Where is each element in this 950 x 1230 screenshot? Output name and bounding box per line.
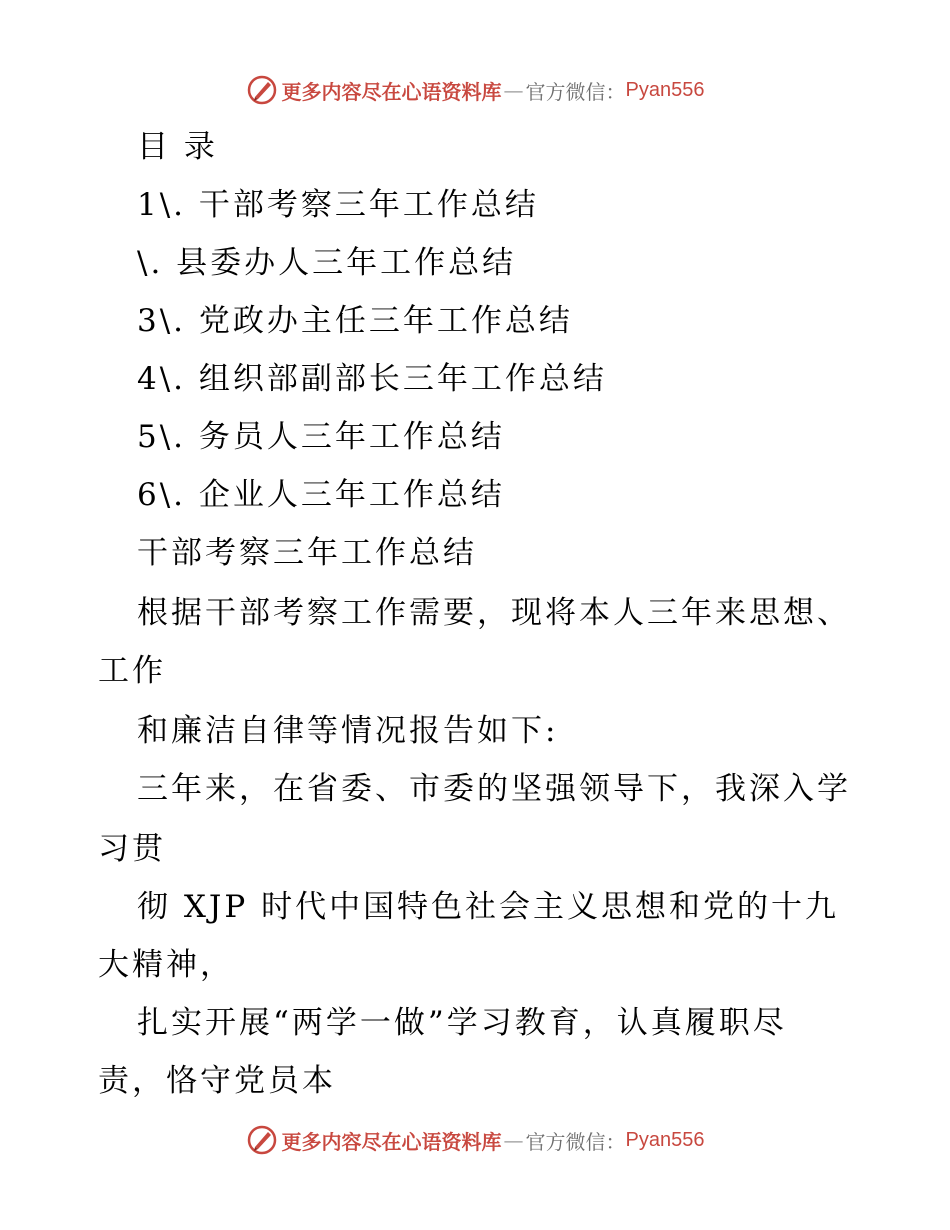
watermark-separator: — bbox=[503, 78, 524, 102]
watermark-official-label: 官方微信： bbox=[525, 79, 626, 104]
toc-item: 4\. 组织部副部长三年工作总结 bbox=[137, 361, 607, 397]
section-title: 干部考察三年工作总结 bbox=[137, 535, 477, 571]
watermark-text: 更多内容尽在心语资料库 bbox=[281, 1129, 502, 1154]
toc-item: 1\. 干部考察三年工作总结 bbox=[137, 187, 539, 223]
paragraph-line: 三年来，在省委、市委的坚强领导下，我深入学 bbox=[137, 771, 851, 807]
watermark-separator: — bbox=[503, 1128, 524, 1152]
paragraph-line: 工作 bbox=[98, 653, 166, 689]
pen-logo-icon bbox=[246, 74, 278, 106]
watermark-wechat-id: Pyan556 bbox=[625, 1128, 705, 1151]
paragraph-line: 责，恪守党员本 bbox=[98, 1063, 336, 1099]
toc-heading: 目 录 bbox=[137, 129, 218, 165]
toc-item: 3\. 党政办主任三年工作总结 bbox=[137, 303, 573, 339]
watermark-text: 更多内容尽在心语资料库 bbox=[281, 79, 502, 104]
footer-watermark bbox=[0, 1120, 950, 1160]
toc-item: 5\. 务员人三年工作总结 bbox=[137, 419, 505, 455]
paragraph-line: 和廉洁自律等情况报告如下: bbox=[137, 713, 559, 749]
watermark-official-label: 官方微信： bbox=[525, 1129, 626, 1154]
watermark-wechat-id: Pyan556 bbox=[625, 78, 705, 101]
header-watermark bbox=[0, 70, 950, 110]
pen-logo-icon bbox=[246, 1124, 278, 1156]
paragraph-line: 扎实开展“两学一做”学习教育，认真履职尽 bbox=[137, 1005, 787, 1041]
paragraph-line: 根据干部考察工作需要，现将本人三年来思想、 bbox=[137, 595, 851, 631]
paragraph-line: 大精神， bbox=[98, 947, 234, 983]
toc-item: 6\. 企业人三年工作总结 bbox=[137, 477, 505, 513]
paragraph-line: 彻 XJP 时代中国特色社会主义思想和党的十九 bbox=[137, 889, 840, 925]
paragraph-line: 习贯 bbox=[98, 831, 166, 867]
toc-item: \. 县委办人三年工作总结 bbox=[137, 245, 517, 281]
